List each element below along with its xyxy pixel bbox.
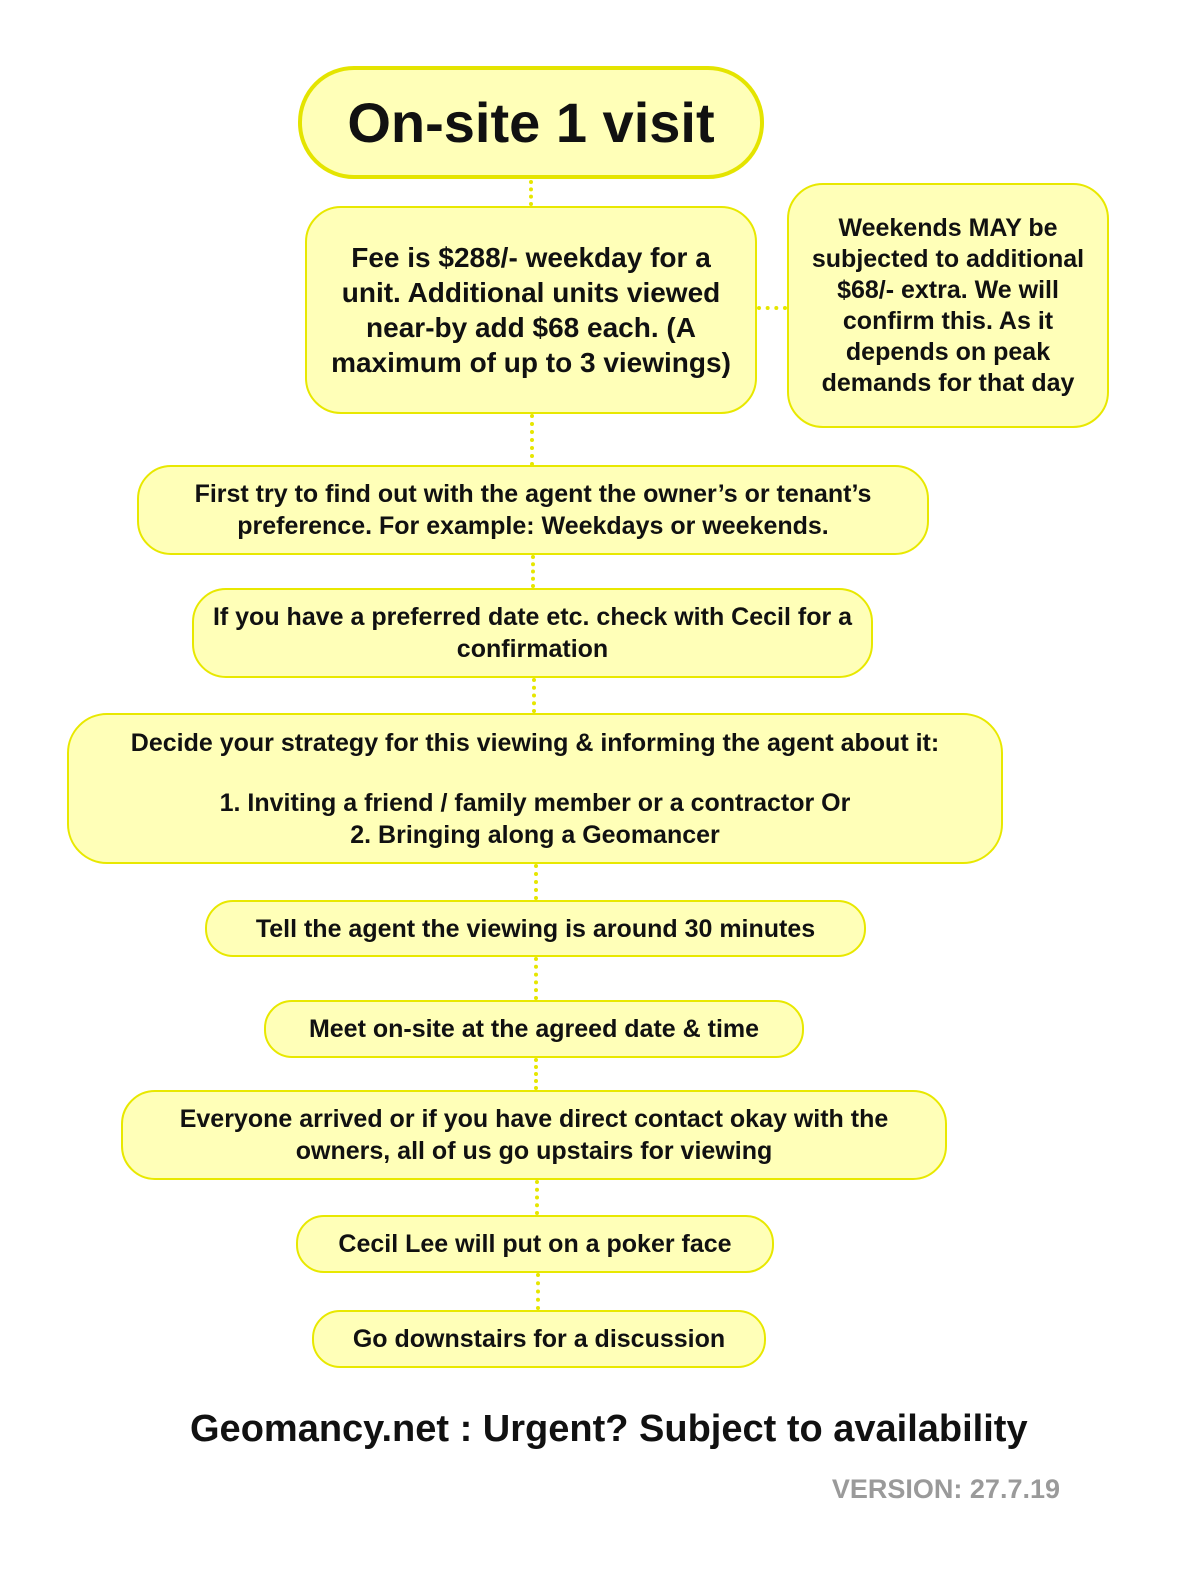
- step-preferred-date-text: If you have a preferred date etc. check with Cecil for a confirmation: [212, 603, 853, 663]
- weekend-note-box: [787, 183, 1109, 428]
- connector-strategy-duration: [534, 864, 538, 900]
- step-downstairs-text: Go downstairs for a discussion: [352, 1325, 726, 1353]
- connector-date-strategy: [532, 678, 536, 713]
- connector-arrived-pokerface: [535, 1180, 539, 1215]
- fee-box: [305, 206, 757, 414]
- step-poker-face-box: [296, 1215, 774, 1273]
- step-preference-box: [137, 465, 929, 555]
- step-strategy-box: [67, 713, 1003, 864]
- weekend-note-text: Weekends MAY be subjected to additional $68/- extra. We will confirm this. As it depends on peak demands for that day: [811, 213, 1085, 397]
- step-duration-box: [205, 900, 866, 957]
- step-poker-face-text: Cecil Lee will put on a poker face: [338, 1230, 732, 1258]
- step-arrived-box: [121, 1090, 947, 1180]
- connector-fee-weekend: [757, 306, 787, 310]
- strategy-heading: Decide your strategy for this viewing & informing the agent about it:: [130, 728, 940, 757]
- strategy-option-1: 1. Inviting a friend / family member or a contractor Or: [219, 788, 851, 817]
- strategy-option-2: 2. Bringing along a Geomancer: [350, 820, 720, 849]
- connector-meet-arrived: [534, 1058, 538, 1090]
- version-label: VERSION: 27.7.19: [831, 1474, 1060, 1504]
- step-duration-text: Tell the agent the viewing is around 30 minutes: [255, 914, 816, 943]
- step-downstairs-box: [312, 1310, 766, 1368]
- connector-title-fee: [529, 180, 533, 206]
- step-meet-box: [264, 1000, 804, 1058]
- connector-preference-date: [531, 555, 535, 588]
- step-preference-text: First try to find out with the agent the owner’s or tenant’s preference. For example: Weekdays or weekends.: [194, 480, 872, 540]
- connector-fee-preference: [530, 414, 534, 466]
- step-preferred-date-box: [192, 588, 873, 678]
- fee-text: Fee is $288/- weekday for a unit. Additional units viewed near-by add $68 each. (A maximum of up to 3 viewings): [331, 242, 731, 378]
- title-box: [298, 66, 764, 179]
- step-arrived-text: Everyone arrived or if you have direct contact okay with the owners, all of us go upstairs for viewing: [179, 1105, 889, 1165]
- page-title: On-site 1 visit: [347, 90, 715, 154]
- connector-duration-meet: [534, 957, 538, 1000]
- footer-tagline: Geomancy.net : Urgent? Subject to availability: [190, 1408, 1028, 1450]
- connector-pokerface-downstairs: [536, 1273, 540, 1310]
- step-meet-text: Meet on-site at the agreed date & time: [308, 1015, 760, 1043]
